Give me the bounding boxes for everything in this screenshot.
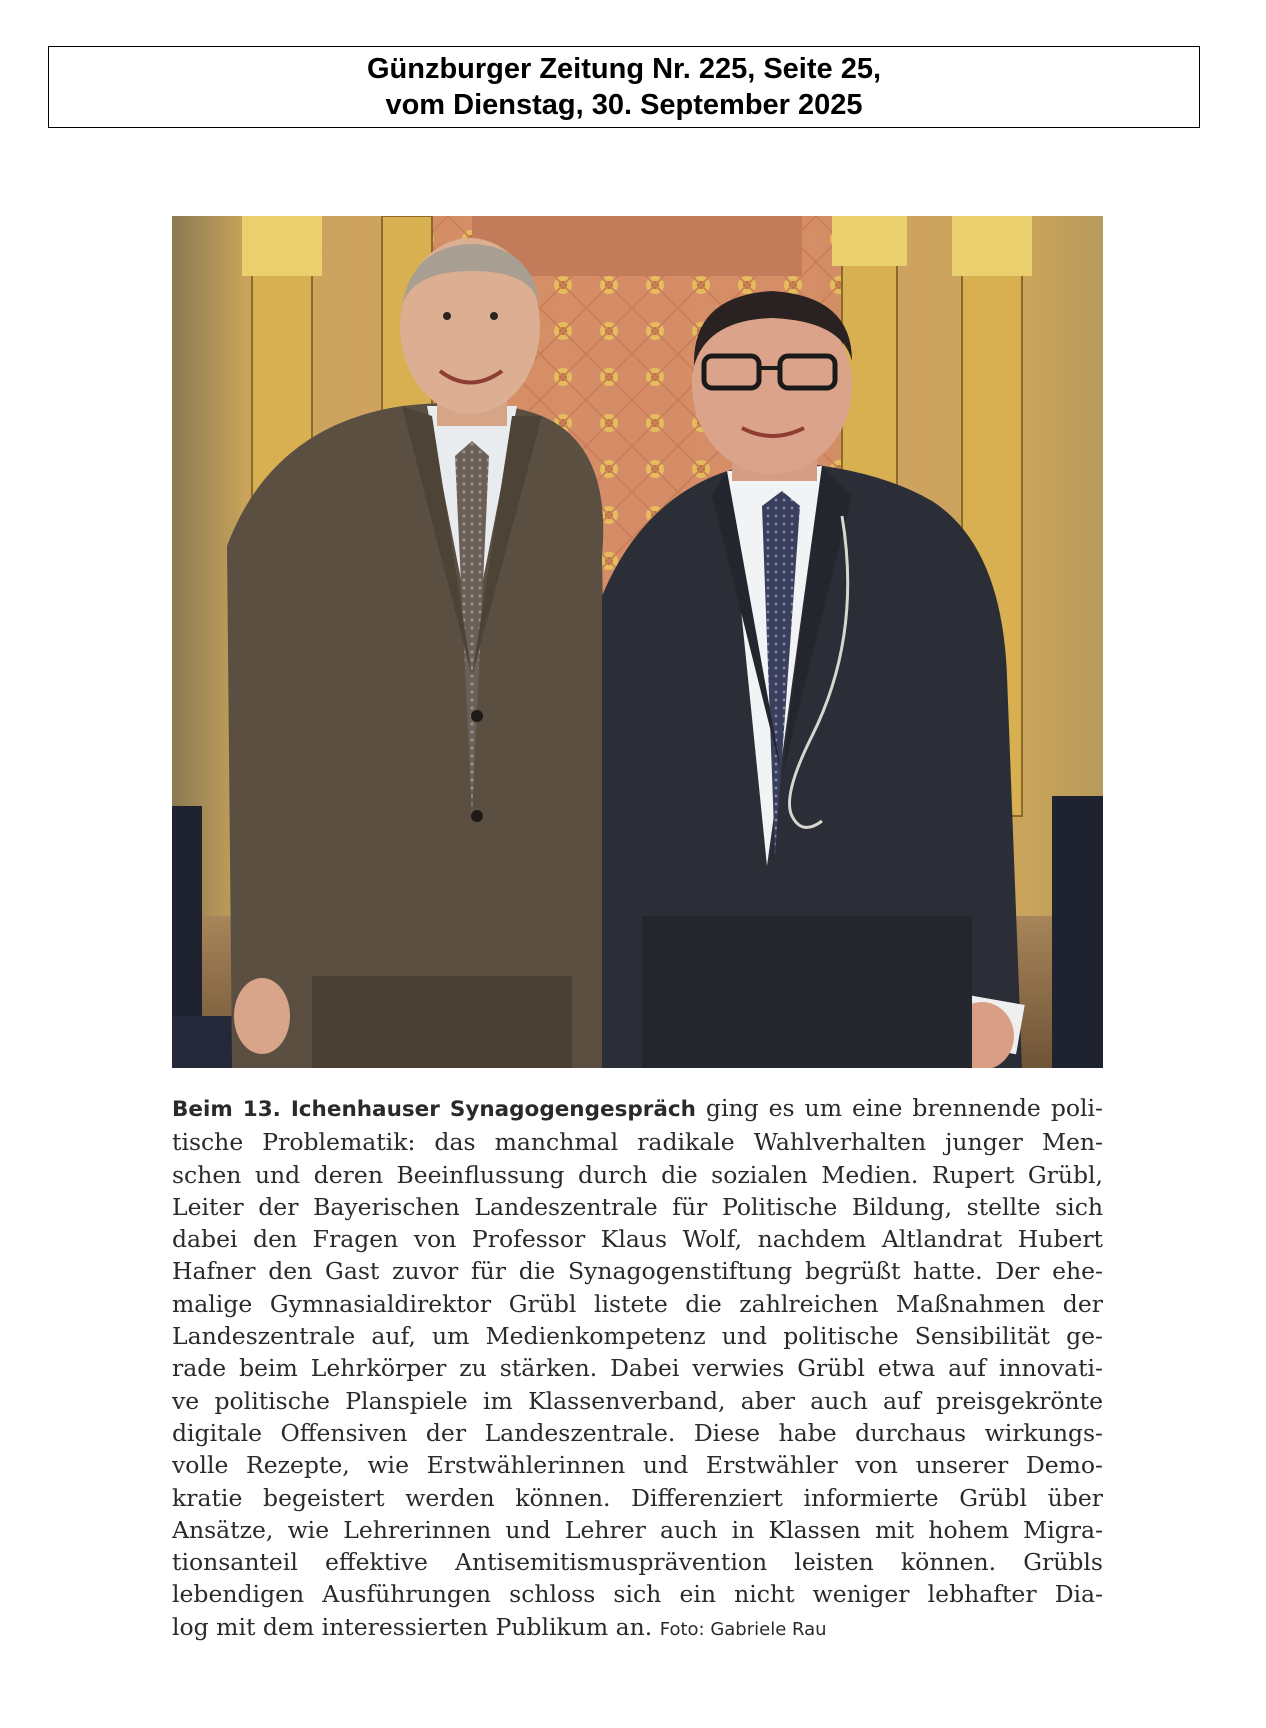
article-photo <box>172 216 1103 1068</box>
photo-caption <box>172 1092 1103 1646</box>
caption-line-15: tionsanteil effektive Antisemitismusprävention leisten können. Grübls <box>172 1548 1103 1577</box>
caption-line-1: Beim 13. Ichenhauser Synagogengespräch ging es um eine brennende poli- <box>172 1094 1103 1122</box>
caption-line-6: Hafner den Gast zuvor für die Synagogenstiftung begrüßt hatte. Der ehe- <box>172 1257 1103 1286</box>
photo-illustration <box>172 216 1103 1068</box>
newspaper-citation-box <box>48 46 1200 128</box>
photo-credit: Foto: Gabriele Rau <box>659 1618 827 1640</box>
caption-line-8: Landeszentrale auf, um Medienkompetenz und politische Sensibilität ge- <box>172 1322 1103 1351</box>
caption-line-7: malige Gymnasialdirektor Grübl listete die zahlreichen Maßnahmen der <box>172 1289 1103 1318</box>
caption-lead: Beim 13. Ichenhauser Synagogengespräch <box>172 1097 696 1122</box>
caption-line-14: Ansätze, wie Lehrerinnen und Lehrer auch in Klassen mit hohem Migra- <box>172 1515 1103 1544</box>
citation-line-1: Günzburger Zeitung Nr. 225, Seite 25, <box>366 53 882 85</box>
caption-line-10: ve politische Planspiele im Klassenverband, aber auch auf preisgekrönte <box>172 1386 1103 1415</box>
caption-line-3: schen und deren Beeinflussung durch die sozialen Medien. Rupert Grübl, <box>172 1160 1103 1189</box>
caption-line-4: Leiter der Bayerischen Landeszentrale für Politische Bildung, stellte sich <box>172 1192 1103 1221</box>
caption-line-9: rade beim Lehrkörper zu stärken. Dabei verwies Grübl etwa auf innovati- <box>172 1354 1103 1383</box>
caption-line-2: tische Problematik: das manchmal radikale Wahlverhalten junger Men- <box>172 1128 1103 1157</box>
caption-line-5: dabei den Fragen von Professor Klaus Wolf, nachdem Altlandrat Hubert <box>172 1225 1103 1254</box>
caption-line-17: log mit dem interessierten Publikum an. Foto: Gabriele Rau <box>172 1612 827 1641</box>
caption-line-13: kratie begeistert werden können. Differenziert informierte Grübl über <box>172 1483 1103 1512</box>
citation-line-2: vom Dienstag, 30. September 2025 <box>385 89 863 121</box>
caption-line-11: digitale Offensiven der Landeszentrale. Diese habe durchaus wirkungs- <box>172 1418 1103 1447</box>
caption-line-16: lebendigen Ausführungen schloss sich ein nicht weniger lebhafter Dia- <box>172 1580 1103 1609</box>
caption-line-12: volle Rezepte, wie Erstwählerinnen und Erstwähler von unserer Demo- <box>172 1451 1103 1480</box>
